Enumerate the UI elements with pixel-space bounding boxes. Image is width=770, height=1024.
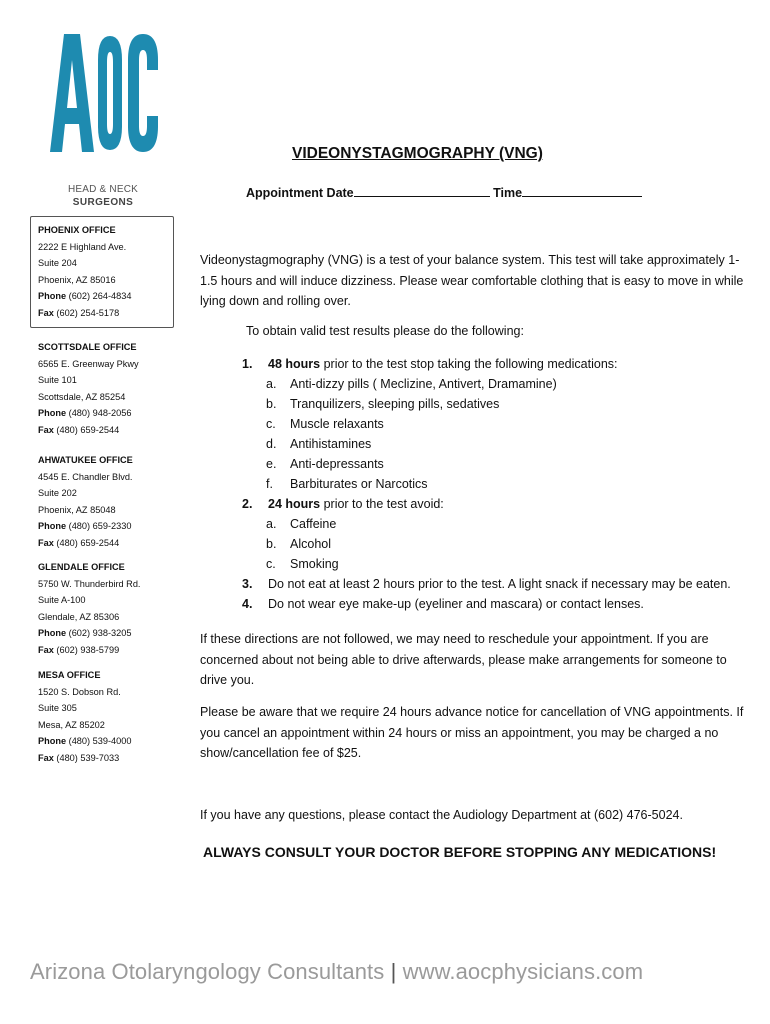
office-name: SCOTTSDALE OFFICE [38,342,137,352]
office-mesa [38,667,131,766]
office-phone: Phone (480) 948-2056 [38,408,132,418]
office-glendale [38,559,140,658]
appointment-time-field[interactable] [522,184,642,197]
logo-tagline-line2: SURGEONS [72,197,134,208]
appointment-row [246,184,642,200]
logo-letter-o [98,36,122,150]
footer-website-link[interactable]: www.aocphysicians.com [402,959,644,984]
aoc-logo [44,30,162,210]
office-fax: Fax (480) 539-7033 [38,752,120,763]
office-address2: Suite 101 [38,375,77,385]
instruction-number: 2. [242,497,253,511]
office-scottsdale [38,339,139,438]
office-fax: Fax (480) 659-2544 [38,424,120,435]
office-city: Phoenix, AZ 85048 [38,504,116,515]
logo-letter-c [128,34,158,152]
office-address1: 5750 W. Thunderbird Rd. [38,578,141,589]
office-phoenix [38,222,131,321]
office-fax: Fax (480) 659-2544 [38,537,120,548]
aoc-logo-mark [44,30,162,155]
contact-line: If you have any questions, please contact the Audiology Department at (602) 476-5024. [200,808,683,822]
office-address2: Suite 202 [38,488,77,498]
footer [30,959,643,985]
office-city: Glendale, AZ 85306 [38,611,120,622]
office-address1: 4545 E. Chandler Blvd. [38,471,133,482]
office-address2: Suite A-100 [38,595,86,605]
appointment-time-label: Time [493,186,523,200]
instruction-number: 4. [242,597,253,611]
footer-separator: | [390,959,397,984]
instruction-text: 48 hours prior to the test stop taking the following medications: [268,357,618,371]
office-city: Scottsdale, AZ 85254 [38,391,126,402]
office-phone: Phone (480) 539-4000 [38,736,132,746]
office-name: GLENDALE OFFICE [38,562,125,572]
office-city: Phoenix, AZ 85016 [38,274,116,285]
medication-warning: ALWAYS CONSULT YOUR DOCTOR BEFORE STOPPING ANY MEDICATIONS! [203,844,717,860]
office-city: Mesa, AZ 85202 [38,719,105,730]
office-phone: Phone (480) 659-2330 [38,521,132,531]
directions-paragraph: If these directions are not followed, we may need to reschedule your appointment. If you are concerned about not being able to drive afterwards, please make arrangements for someone to drive you. [200,632,727,687]
office-address1: 6565 E. Greenway Pkwy [38,358,139,369]
office-ahwatukee [38,452,133,551]
office-address1: 2222 E Highland Ave. [38,241,127,252]
appointment-date-field[interactable] [354,184,490,197]
instruction-number: 1. [242,357,253,371]
instruction-text: 24 hours prior to the test avoid: [268,497,444,511]
office-address1: 1520 S. Dobson Rd. [38,686,121,697]
office-address2: Suite 305 [38,703,77,713]
office-name: PHOENIX OFFICE [38,225,116,235]
office-phone: Phone (602) 938-3205 [38,628,132,638]
document-title: VIDEONYSTAGMOGRAPHY (VNG) [292,145,543,162]
instruction-text: Do not eat at least 2 hours prior to the test. A light snack if necessary may be eaten. [268,577,731,591]
office-name: AHWATUKEE OFFICE [38,455,133,465]
instruction-number: 3. [242,577,253,591]
office-phone: Phone (602) 264-4834 [38,291,132,301]
instructions-lead: To obtain valid test results please do the following: [246,324,524,338]
office-address2: Suite 204 [38,258,77,268]
office-name: MESA OFFICE [38,670,101,680]
appointment-date-label: Appointment Date [246,186,354,200]
office-fax: Fax (602) 938-5799 [38,644,120,655]
instruction-text: Do not wear eye make-up (eyeliner and mascara) or contact lenses. [268,597,644,611]
logo-tagline-line1: HEAD & NECK [68,184,138,195]
cancellation-paragraph: Please be aware that we require 24 hours advance notice for cancellation of VNG appointments. If you cancel an appointment within 24 hours or miss an appointment, you may be charged a no show/cancellation fee of $25. [200,705,744,760]
office-fax: Fax (602) 254-5178 [38,307,120,318]
footer-company-name: Arizona Otolaryngology Consultants [30,959,385,984]
intro-paragraph: Videonystagmography (VNG) is a test of your balance system. This test will take approximately 1-1.5 hours and will induce dizziness. Please wear comfortable clothing that is easy to move in while lying down and rolling over. [200,253,744,308]
logo-letter-a [50,34,94,152]
